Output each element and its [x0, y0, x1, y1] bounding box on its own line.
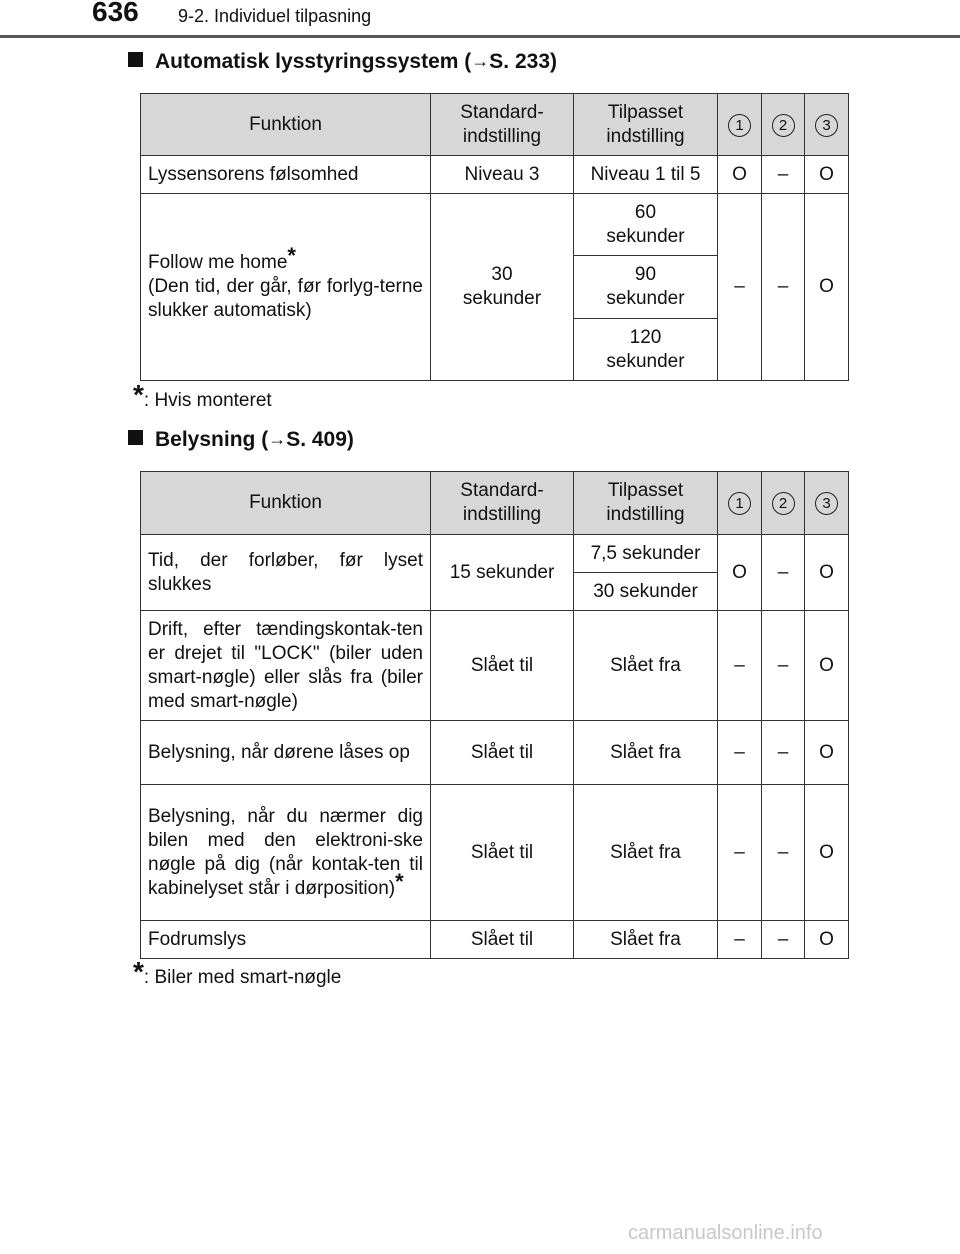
col-header-standard: Standard- indstilling [431, 94, 574, 156]
cell-custom: Niveau 1 til 5 [574, 156, 718, 194]
table-row [141, 194, 849, 256]
cell-standard: Slået til [431, 721, 574, 785]
arrow-right-icon: → [471, 51, 490, 71]
cell-function [141, 785, 431, 921]
cell-custom: Slået fra [574, 721, 718, 785]
table-row [141, 535, 849, 573]
cell-function: Tid, der forløber, før lyset slukkes [141, 535, 431, 611]
cell-mark-2: – [762, 535, 805, 611]
footnote-asterisk: * [287, 243, 296, 268]
square-bullet-icon [128, 52, 143, 67]
footnote-asterisk: * [133, 956, 144, 987]
table-automatic-light-control [140, 93, 849, 381]
table-row [141, 721, 849, 785]
cell-mark-1: – [718, 921, 762, 959]
cell-mark-3: O [805, 785, 849, 921]
cell-custom-option: 90 sekunder [574, 256, 718, 319]
cell-mark-1: – [718, 194, 762, 381]
function-title: Follow me home [148, 252, 288, 273]
col-header-custom: Tilpasset indstilling [574, 472, 718, 535]
circled-2-icon: 2 [772, 114, 795, 137]
cell-mark-1: – [718, 785, 762, 921]
header-rule [0, 35, 960, 38]
col-header-3 [805, 472, 849, 535]
cell-mark-3: O [805, 194, 849, 381]
heading-lighting [128, 428, 354, 452]
section-label: 9-2. Individuel tilpasning [178, 6, 372, 26]
page-reference-link[interactable]: S. 409) [286, 428, 354, 451]
footnote-text: : Biler med smart-nøgle [143, 967, 342, 988]
cell-mark-2: – [762, 611, 805, 721]
cell-standard: Slået til [431, 785, 574, 921]
function-text: Belysning, når du nærmer dig bilen med den elektroni-ske nøgle på dig (når kontak-ten til kabinelyset står i dørposition) [148, 805, 423, 899]
col-header-custom: Tilpasset indstilling [574, 94, 718, 156]
cell-custom: Slået fra [574, 785, 718, 921]
cell-mark-1: O [718, 156, 762, 194]
table-lighting [140, 471, 849, 959]
cell-mark-3: O [805, 611, 849, 721]
table-row [141, 785, 849, 921]
page-reference-link[interactable]: S. 233) [489, 50, 558, 73]
arrow-right-icon: → [268, 429, 287, 449]
cell-standard: Slået til [431, 611, 574, 721]
heading-automatic-light-control [128, 50, 557, 74]
square-bullet-icon [128, 430, 143, 445]
cell-function: Drift, efter tændingskontak-ten er drejet til "LOCK" (biler uden smart-nøgle) eller slås fra (biler med smart-nøgle) [141, 611, 431, 721]
table-header-row [141, 94, 849, 156]
watermark: carmanualsonline.info [628, 1222, 823, 1244]
cell-custom-option: 120 sekunder [574, 319, 718, 381]
cell-mark-3: O [805, 156, 849, 194]
circled-3-icon: 3 [815, 492, 838, 515]
cell-custom: Slået fra [574, 611, 718, 721]
table-row [141, 611, 849, 721]
cell-custom: Slået fra [574, 921, 718, 959]
cell-mark-2: – [762, 721, 805, 785]
cell-custom-option: 30 sekunder [574, 573, 718, 611]
cell-function: Belysning, når dørene låses op [141, 721, 431, 785]
cell-function: Lyssensorens følsomhed [141, 156, 431, 194]
cell-mark-2: – [762, 156, 805, 194]
cell-mark-1: – [718, 611, 762, 721]
table-row [141, 921, 849, 959]
cell-mark-3: O [805, 921, 849, 959]
col-header-function: Funktion [141, 472, 431, 535]
col-header-function: Funktion [141, 94, 431, 156]
cell-mark-1: O [718, 535, 762, 611]
table-row [141, 156, 849, 194]
circled-3-icon: 3 [815, 114, 838, 137]
heading-title: Belysning ( [155, 428, 269, 451]
cell-mark-1: – [718, 721, 762, 785]
function-note: (Den tid, der går, før forlyg-terne slukker automatisk) [148, 276, 423, 321]
circled-1-icon: 1 [728, 492, 751, 515]
cell-function: Fodrumslys [141, 921, 431, 959]
cell-standard: Slået til [431, 921, 574, 959]
footnote-asterisk: * [133, 379, 144, 410]
footnote [133, 956, 342, 989]
cell-standard: 15 sekunder [431, 535, 574, 611]
col-header-2 [762, 94, 805, 156]
cell-mark-3: O [805, 535, 849, 611]
circled-1-icon: 1 [728, 114, 751, 137]
cell-mark-2: – [762, 785, 805, 921]
cell-custom-option: 7,5 sekunder [574, 535, 718, 573]
page-number: 636 [92, 0, 139, 27]
table-header-row [141, 472, 849, 535]
col-header-1 [718, 472, 762, 535]
cell-custom-option: 60 sekunder [574, 194, 718, 256]
circled-2-icon: 2 [772, 492, 795, 515]
col-header-standard: Standard- indstilling [431, 472, 574, 535]
col-header-1 [718, 94, 762, 156]
cell-standard: Niveau 3 [431, 156, 574, 194]
heading-title: Automatisk lysstyringssystem ( [155, 50, 472, 73]
col-header-3 [805, 94, 849, 156]
footnote-text: : Hvis monteret [143, 390, 272, 411]
footnote [133, 379, 272, 412]
cell-mark-2: – [762, 194, 805, 381]
footnote-asterisk: * [395, 868, 404, 894]
cell-standard: 30 sekunder [431, 194, 574, 381]
cell-mark-3: O [805, 721, 849, 785]
cell-function [141, 194, 431, 381]
cell-mark-2: – [762, 921, 805, 959]
page-header [0, 0, 960, 38]
col-header-2 [762, 472, 805, 535]
